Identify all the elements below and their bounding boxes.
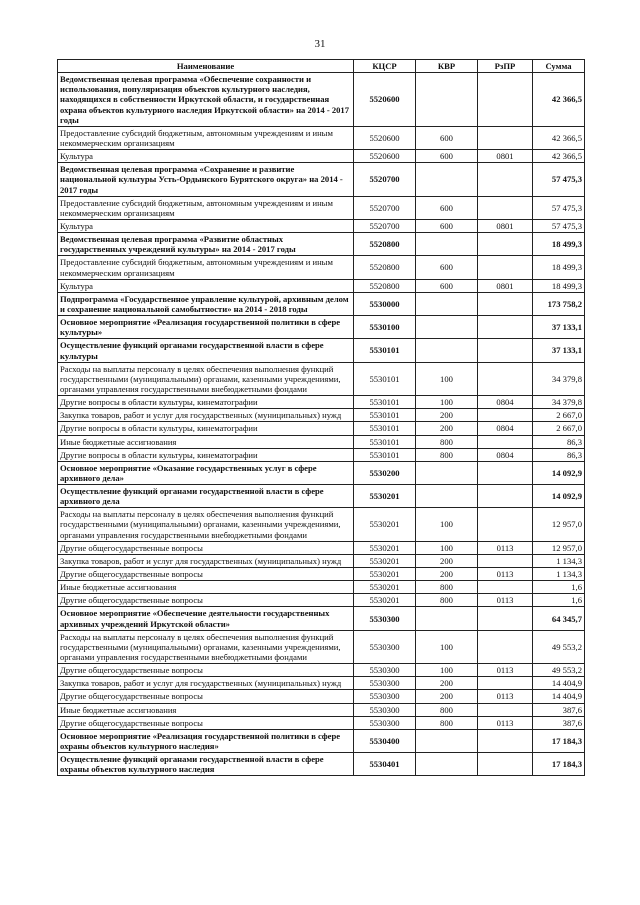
- cell-name: Культура: [58, 219, 354, 232]
- cell-kvr: 800: [416, 594, 478, 607]
- cell-name: Другие общегосударственные вопросы: [58, 716, 354, 729]
- cell-kvr: 800: [416, 581, 478, 594]
- cell-sum: 42 366,5: [533, 126, 585, 149]
- cell-name: Закупка товаров, работ и услуг для государственных (муниципальных) нужд: [58, 554, 354, 567]
- cell-name: Основное мероприятие «Реализация государственной политики в сфере культуры»: [58, 316, 354, 339]
- cell-kcsr: 5530300: [354, 703, 416, 716]
- cell-rzpr: 0801: [478, 219, 533, 232]
- cell-rzpr: 0113: [478, 568, 533, 581]
- table-row: [58, 607, 585, 630]
- table-row: [58, 150, 585, 163]
- cell-kvr: [416, 729, 478, 752]
- table-row: [58, 422, 585, 435]
- cell-name: Другие общегосударственные вопросы: [58, 568, 354, 581]
- table-row: [58, 753, 585, 776]
- page-number: 31: [314, 38, 326, 50]
- cell-kvr: [416, 753, 478, 776]
- cell-kcsr: 5520600: [354, 150, 416, 163]
- cell-kvr: 800: [416, 716, 478, 729]
- cell-rzpr: [478, 753, 533, 776]
- table-row: [58, 362, 585, 395]
- header-row: [58, 60, 585, 73]
- table-row: [58, 292, 585, 315]
- budget-table: [57, 59, 585, 776]
- cell-sum: 173 758,2: [533, 292, 585, 315]
- cell-kvr: [416, 607, 478, 630]
- table-row: [58, 448, 585, 461]
- column-header-sum: Сумма: [533, 60, 585, 73]
- cell-kcsr: 5520600: [354, 126, 416, 149]
- cell-name: Закупка товаров, работ и услуг для государственных (муниципальных) нужд: [58, 677, 354, 690]
- cell-sum: 34 379,8: [533, 362, 585, 395]
- cell-name: Иные бюджетные ассигнования: [58, 581, 354, 594]
- cell-sum: 64 345,7: [533, 607, 585, 630]
- column-header-name: Наименование: [58, 60, 354, 73]
- cell-name: Подпрограмма «Государственное управление культурой, архивным делом и сохранение национальной самобытности» на 2014 - 2018 годы: [58, 292, 354, 315]
- table-row: [58, 163, 585, 196]
- cell-kvr: 600: [416, 256, 478, 279]
- cell-kcsr: 5530201: [354, 594, 416, 607]
- cell-sum: 18 499,3: [533, 279, 585, 292]
- table-row: [58, 461, 585, 484]
- cell-rzpr: [478, 126, 533, 149]
- cell-sum: 57 475,3: [533, 163, 585, 196]
- table-row: [58, 716, 585, 729]
- cell-rzpr: [478, 163, 533, 196]
- cell-rzpr: [478, 316, 533, 339]
- cell-name: Основное мероприятие «Обеспечение деятельности государственных архивных учреждений Иркутской области»: [58, 607, 354, 630]
- cell-sum: 1 134,3: [533, 554, 585, 567]
- cell-sum: 49 553,2: [533, 630, 585, 663]
- cell-kvr: 200: [416, 409, 478, 422]
- cell-sum: 1,6: [533, 581, 585, 594]
- cell-sum: 12 957,0: [533, 541, 585, 554]
- cell-kcsr: 5530300: [354, 677, 416, 690]
- cell-sum: 17 184,3: [533, 753, 585, 776]
- cell-rzpr: [478, 554, 533, 567]
- cell-sum: 17 184,3: [533, 729, 585, 752]
- table-row: [58, 690, 585, 703]
- cell-rzpr: [478, 435, 533, 448]
- table-row: [58, 630, 585, 663]
- cell-kcsr: 5520700: [354, 163, 416, 196]
- table-row: [58, 256, 585, 279]
- cell-kvr: 200: [416, 554, 478, 567]
- cell-kvr: 600: [416, 279, 478, 292]
- cell-rzpr: 0801: [478, 279, 533, 292]
- cell-kvr: 200: [416, 568, 478, 581]
- cell-rzpr: [478, 292, 533, 315]
- cell-name: Культура: [58, 279, 354, 292]
- cell-sum: 18 499,3: [533, 233, 585, 256]
- cell-name: Другие общегосударственные вопросы: [58, 594, 354, 607]
- cell-name: Иные бюджетные ассигнования: [58, 435, 354, 448]
- cell-kcsr: 5530400: [354, 729, 416, 752]
- cell-sum: 1,6: [533, 594, 585, 607]
- cell-kcsr: 5530201: [354, 581, 416, 594]
- cell-kcsr: 5530201: [354, 554, 416, 567]
- cell-sum: 42 366,5: [533, 73, 585, 127]
- cell-kcsr: 5530200: [354, 461, 416, 484]
- cell-sum: 49 553,2: [533, 664, 585, 677]
- cell-name: Другие общегосударственные вопросы: [58, 541, 354, 554]
- cell-rzpr: 0113: [478, 664, 533, 677]
- cell-kcsr: 5520800: [354, 233, 416, 256]
- cell-rzpr: [478, 461, 533, 484]
- table-row: [58, 196, 585, 219]
- table-row: [58, 508, 585, 541]
- cell-sum: 34 379,8: [533, 396, 585, 409]
- cell-kvr: [416, 461, 478, 484]
- cell-kcsr: 5530101: [354, 362, 416, 395]
- cell-sum: 42 366,5: [533, 150, 585, 163]
- cell-kvr: [416, 316, 478, 339]
- cell-rzpr: [478, 677, 533, 690]
- cell-name: Другие вопросы в области культуры, кинематографии: [58, 448, 354, 461]
- cell-name: Иные бюджетные ассигнования: [58, 703, 354, 716]
- cell-kvr: 100: [416, 508, 478, 541]
- cell-name: Ведомственная целевая программа «Развитие областных государственных учреждений культуры» на 2014 - 2017 годы: [58, 233, 354, 256]
- table-row: [58, 594, 585, 607]
- cell-rzpr: [478, 581, 533, 594]
- cell-rzpr: 0113: [478, 541, 533, 554]
- cell-sum: 1 134,3: [533, 568, 585, 581]
- cell-rzpr: 0113: [478, 594, 533, 607]
- cell-kcsr: 5520800: [354, 256, 416, 279]
- cell-kvr: [416, 485, 478, 508]
- cell-name: Другие вопросы в области культуры, кинематографии: [58, 396, 354, 409]
- cell-name: Расходы на выплаты персоналу в целях обеспечения выполнения функций государственными (муниципальными) органами, казенными учреждениями, органами управления государственными внебюджетными фондами: [58, 630, 354, 663]
- cell-name: Ведомственная целевая программа «Обеспечение сохранности и использования, популяризация объектов культурного наследия, находящихся в собственности Иркутской области, и государственная охрана объектов культурного наследия Иркутской области» на 2014 - 2017 годы: [58, 73, 354, 127]
- cell-kcsr: 5530101: [354, 435, 416, 448]
- cell-name: Расходы на выплаты персоналу в целях обеспечения выполнения функций государственными (муниципальными) органами, казенными учреждениями, органами управления государственными внебюджетными фондами: [58, 508, 354, 541]
- cell-kvr: 600: [416, 150, 478, 163]
- cell-kvr: [416, 163, 478, 196]
- cell-sum: 86,3: [533, 435, 585, 448]
- table-row: [58, 279, 585, 292]
- cell-name: Ведомственная целевая программа «Сохранение и развитие национальной культуры Усть-Ордынского Бурятского округа» на 2014 - 2017 годы: [58, 163, 354, 196]
- cell-kvr: 100: [416, 396, 478, 409]
- cell-name: Другие общегосударственные вопросы: [58, 664, 354, 677]
- table-row: [58, 435, 585, 448]
- column-header-kcsr: КЦСР: [354, 60, 416, 73]
- cell-name: Закупка товаров, работ и услуг для государственных (муниципальных) нужд: [58, 409, 354, 422]
- cell-kcsr: 5530201: [354, 541, 416, 554]
- table-row: [58, 316, 585, 339]
- cell-sum: 14 404,9: [533, 677, 585, 690]
- cell-name: Другие общегосударственные вопросы: [58, 690, 354, 703]
- cell-sum: 86,3: [533, 448, 585, 461]
- cell-rzpr: 0804: [478, 396, 533, 409]
- cell-kcsr: 5520700: [354, 196, 416, 219]
- cell-kvr: 600: [416, 219, 478, 232]
- cell-rzpr: [478, 703, 533, 716]
- cell-rzpr: [478, 196, 533, 219]
- table-row: [58, 554, 585, 567]
- cell-rzpr: [478, 607, 533, 630]
- cell-name: Осуществление функций органами государственной власти в сфере архивного дела: [58, 485, 354, 508]
- cell-rzpr: 0113: [478, 716, 533, 729]
- cell-name: Основное мероприятие «Реализация государственной политики в сфере охраны объектов культурного наследия»: [58, 729, 354, 752]
- cell-rzpr: 0804: [478, 422, 533, 435]
- cell-sum: 2 667,0: [533, 409, 585, 422]
- column-header-kvr: КВР: [416, 60, 478, 73]
- cell-rzpr: [478, 73, 533, 127]
- cell-kcsr: 5530300: [354, 607, 416, 630]
- table-row: [58, 409, 585, 422]
- cell-kvr: 800: [416, 703, 478, 716]
- cell-name: Осуществление функций органами государственной власти в сфере охраны объектов культурного наследия: [58, 753, 354, 776]
- column-header-rzpr: РзПР: [478, 60, 533, 73]
- cell-name: Основное мероприятие «Оказание государственных услуг в сфере архивного дела»: [58, 461, 354, 484]
- cell-kcsr: 5530000: [354, 292, 416, 315]
- cell-sum: 387,6: [533, 716, 585, 729]
- cell-kcsr: 5530300: [354, 630, 416, 663]
- table-row: [58, 664, 585, 677]
- table-body: [58, 73, 585, 776]
- cell-rzpr: [478, 256, 533, 279]
- table-row: [58, 703, 585, 716]
- cell-kvr: 800: [416, 448, 478, 461]
- cell-kvr: 800: [416, 435, 478, 448]
- cell-kcsr: 5530201: [354, 485, 416, 508]
- cell-kcsr: 5530300: [354, 716, 416, 729]
- cell-kcsr: 5530300: [354, 664, 416, 677]
- cell-kcsr: 5530101: [354, 339, 416, 362]
- cell-sum: 2 667,0: [533, 422, 585, 435]
- cell-kcsr: 5530101: [354, 396, 416, 409]
- cell-sum: 57 475,3: [533, 219, 585, 232]
- cell-rzpr: 0804: [478, 448, 533, 461]
- cell-kvr: [416, 292, 478, 315]
- cell-kvr: [416, 233, 478, 256]
- table-row: [58, 73, 585, 127]
- cell-sum: 37 133,1: [533, 316, 585, 339]
- cell-sum: 12 957,0: [533, 508, 585, 541]
- table-row: [58, 568, 585, 581]
- cell-sum: 37 133,1: [533, 339, 585, 362]
- cell-name: Осуществление функций органами государственной власти в сфере культуры: [58, 339, 354, 362]
- cell-kcsr: 5530201: [354, 508, 416, 541]
- cell-kcsr: 5530401: [354, 753, 416, 776]
- cell-kcsr: 5530100: [354, 316, 416, 339]
- table-row: [58, 485, 585, 508]
- cell-kcsr: 5520700: [354, 219, 416, 232]
- cell-kvr: 100: [416, 630, 478, 663]
- cell-rzpr: [478, 233, 533, 256]
- cell-rzpr: [478, 339, 533, 362]
- cell-kcsr: 5530101: [354, 422, 416, 435]
- table-row: [58, 396, 585, 409]
- cell-kvr: 200: [416, 677, 478, 690]
- table-row: [58, 233, 585, 256]
- cell-rzpr: [478, 729, 533, 752]
- cell-kvr: 100: [416, 541, 478, 554]
- cell-sum: 57 475,3: [533, 196, 585, 219]
- cell-kcsr: 5530300: [354, 690, 416, 703]
- cell-name: Культура: [58, 150, 354, 163]
- cell-kvr: 200: [416, 690, 478, 703]
- cell-name: Предоставление субсидий бюджетным, автономным учреждениям и иным некоммерческим организациям: [58, 196, 354, 219]
- cell-rzpr: 0801: [478, 150, 533, 163]
- cell-sum: 14 092,9: [533, 485, 585, 508]
- cell-kvr: 100: [416, 362, 478, 395]
- cell-rzpr: [478, 485, 533, 508]
- cell-rzpr: [478, 409, 533, 422]
- cell-kvr: [416, 339, 478, 362]
- cell-kcsr: 5520600: [354, 73, 416, 127]
- cell-kcsr: 5530101: [354, 409, 416, 422]
- cell-kvr: 600: [416, 126, 478, 149]
- table-row: [58, 126, 585, 149]
- cell-rzpr: [478, 508, 533, 541]
- table-header: [58, 60, 585, 73]
- cell-kcsr: 5520800: [354, 279, 416, 292]
- cell-sum: 14 092,9: [533, 461, 585, 484]
- cell-rzpr: 0113: [478, 690, 533, 703]
- cell-sum: 387,6: [533, 703, 585, 716]
- cell-rzpr: [478, 362, 533, 395]
- cell-kvr: 600: [416, 196, 478, 219]
- cell-kcsr: 5530101: [354, 448, 416, 461]
- cell-name: Предоставление субсидий бюджетным, автономным учреждениям и иным некоммерческим организациям: [58, 256, 354, 279]
- cell-rzpr: [478, 630, 533, 663]
- cell-name: Другие вопросы в области культуры, кинематографии: [58, 422, 354, 435]
- cell-kvr: [416, 73, 478, 127]
- cell-sum: 18 499,3: [533, 256, 585, 279]
- cell-kvr: 100: [416, 664, 478, 677]
- cell-name: Предоставление субсидий бюджетным, автономным учреждениям и иным некоммерческим организациям: [58, 126, 354, 149]
- table-row: [58, 581, 585, 594]
- cell-kvr: 200: [416, 422, 478, 435]
- table-row: [58, 339, 585, 362]
- table-row: [58, 541, 585, 554]
- table-row: [58, 729, 585, 752]
- cell-sum: 14 404,9: [533, 690, 585, 703]
- table-row: [58, 677, 585, 690]
- cell-kcsr: 5530201: [354, 568, 416, 581]
- cell-name: Расходы на выплаты персоналу в целях обеспечения выполнения функций государственными (муниципальными) органами, казенными учреждениями, органами управления государственными внебюджетными фондами: [58, 362, 354, 395]
- table-row: [58, 219, 585, 232]
